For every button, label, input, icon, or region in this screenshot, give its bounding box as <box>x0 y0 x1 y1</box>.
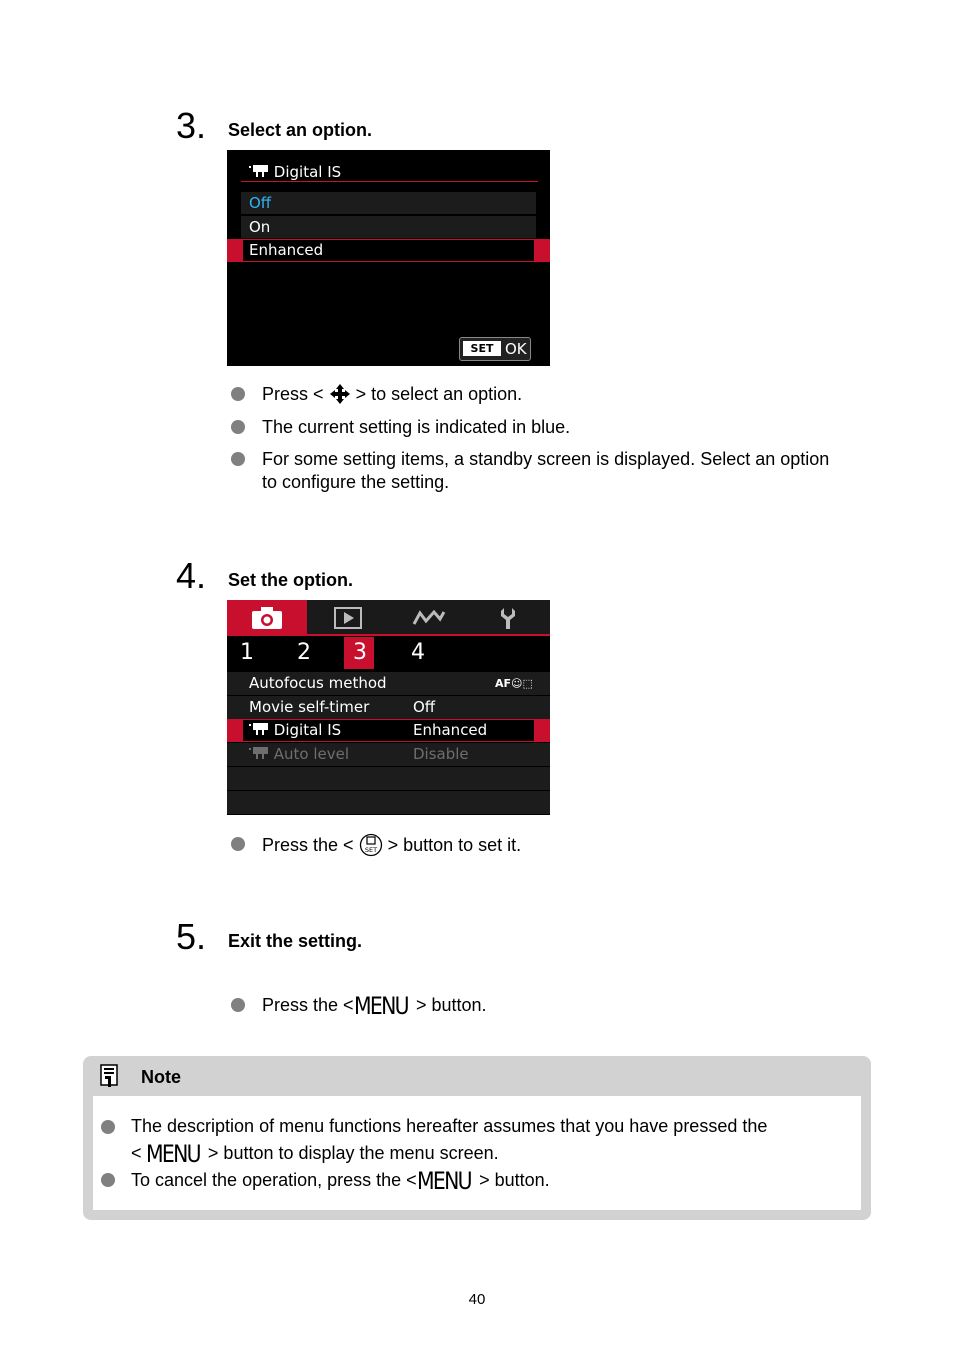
movie-camera-icon <box>249 722 269 736</box>
note-item-1-line2: < MENU > button to display the menu screen. <box>131 1140 499 1168</box>
note-content <box>93 1096 861 1210</box>
note-icon <box>100 1064 120 1088</box>
menu-row-movie-self-timer[interactable] <box>227 696 550 719</box>
tab-shooting[interactable] <box>227 600 307 636</box>
row-label: Movie self-timer <box>249 698 370 716</box>
shooting-menu-screen <box>227 600 550 815</box>
screen-header <box>249 161 341 183</box>
ok-label: OK <box>505 340 527 358</box>
camera-icon <box>251 606 283 630</box>
menu-button-icon: MENU <box>353 992 408 1020</box>
submenu-3[interactable]: 3 <box>353 640 367 665</box>
submenu-4[interactable]: 4 <box>411 640 425 665</box>
bullet-press-set: Press the < SET > button to set it. <box>262 835 522 855</box>
bullet-current-setting: The current setting is indicated in blue. <box>262 417 571 437</box>
tab-playback[interactable] <box>307 600 388 636</box>
submenu-1[interactable]: 1 <box>240 640 254 665</box>
bullet <box>231 420 245 434</box>
note-item-1-line1: The description of menu functions hereafter assumes that you have pressed the <box>131 1116 768 1136</box>
option-enhanced[interactable]: Enhanced <box>243 240 534 261</box>
menu-row-empty <box>227 791 550 814</box>
step-5-title: Exit the setting. <box>228 931 363 951</box>
option-on[interactable]: On <box>241 216 536 238</box>
bullet-select-option: Press < > to select an option. <box>262 384 523 404</box>
set-label: SET <box>463 341 501 356</box>
note-item-2: To cancel the operation, press the <MENU > button. <box>131 1167 550 1195</box>
bullet <box>231 837 245 851</box>
row-label: Digital IS <box>273 721 342 739</box>
cross-keys-icon <box>329 383 351 405</box>
movie-camera-icon <box>249 746 269 760</box>
playback-icon <box>334 607 362 629</box>
step-4-number: 4. <box>176 555 207 596</box>
digital-is-option-screen <box>227 150 550 366</box>
screen-header-title: Digital IS <box>273 163 342 181</box>
set-ok-button[interactable] <box>459 337 531 361</box>
menu-row-empty <box>227 767 550 790</box>
row-label-wrap <box>249 743 349 766</box>
step-4-title: Set the option. <box>228 570 353 590</box>
bullet-standby-line1: For some setting items, a standby screen is displayed. Select an option <box>262 449 830 469</box>
bullet <box>231 998 245 1012</box>
row-value: Enhanced <box>413 721 488 739</box>
tab-setup[interactable] <box>469 600 550 636</box>
bullet <box>101 1120 115 1134</box>
step-3-title: Select an option. <box>228 120 373 140</box>
movie-camera-icon <box>249 164 269 178</box>
menu-row-autofocus-method[interactable] <box>227 672 550 695</box>
tab-custom-functions[interactable] <box>388 600 469 636</box>
custom-functions-icon <box>412 609 446 627</box>
menu-button-icon: MENU <box>416 1167 471 1195</box>
note-box <box>83 1056 871 1220</box>
bullet-standby-line2: to configure the setting. <box>262 472 450 492</box>
page-number: 40 <box>468 1291 486 1308</box>
option-off[interactable]: Off <box>241 192 536 214</box>
af-method-icon: AF☺⬚ <box>495 677 533 690</box>
menu-row-auto-level <box>227 743 550 766</box>
menu-row-digital-is[interactable] <box>227 719 550 742</box>
row-label-wrap <box>249 719 341 742</box>
row-value: Disable <box>413 745 469 763</box>
row-label: Autofocus method <box>249 674 387 692</box>
bullet <box>101 1173 115 1187</box>
menu-button-icon: MENU <box>145 1140 200 1168</box>
bullet <box>231 387 245 401</box>
header-divider <box>241 181 538 182</box>
note-title: Note <box>141 1067 181 1087</box>
bullet-press-menu: Press the <MENU > button. <box>262 992 487 1020</box>
bullet <box>231 452 245 466</box>
row-value: Off <box>413 698 436 716</box>
submenu-number-bar <box>227 636 550 672</box>
set-button-icon <box>359 833 383 857</box>
svg-text:SET: SET <box>364 846 377 854</box>
submenu-2[interactable]: 2 <box>297 640 311 665</box>
row-label: Auto level <box>273 745 350 763</box>
step-5-number: 5. <box>176 916 207 957</box>
step-3-number: 3. <box>176 105 207 146</box>
wrench-icon <box>500 606 520 630</box>
